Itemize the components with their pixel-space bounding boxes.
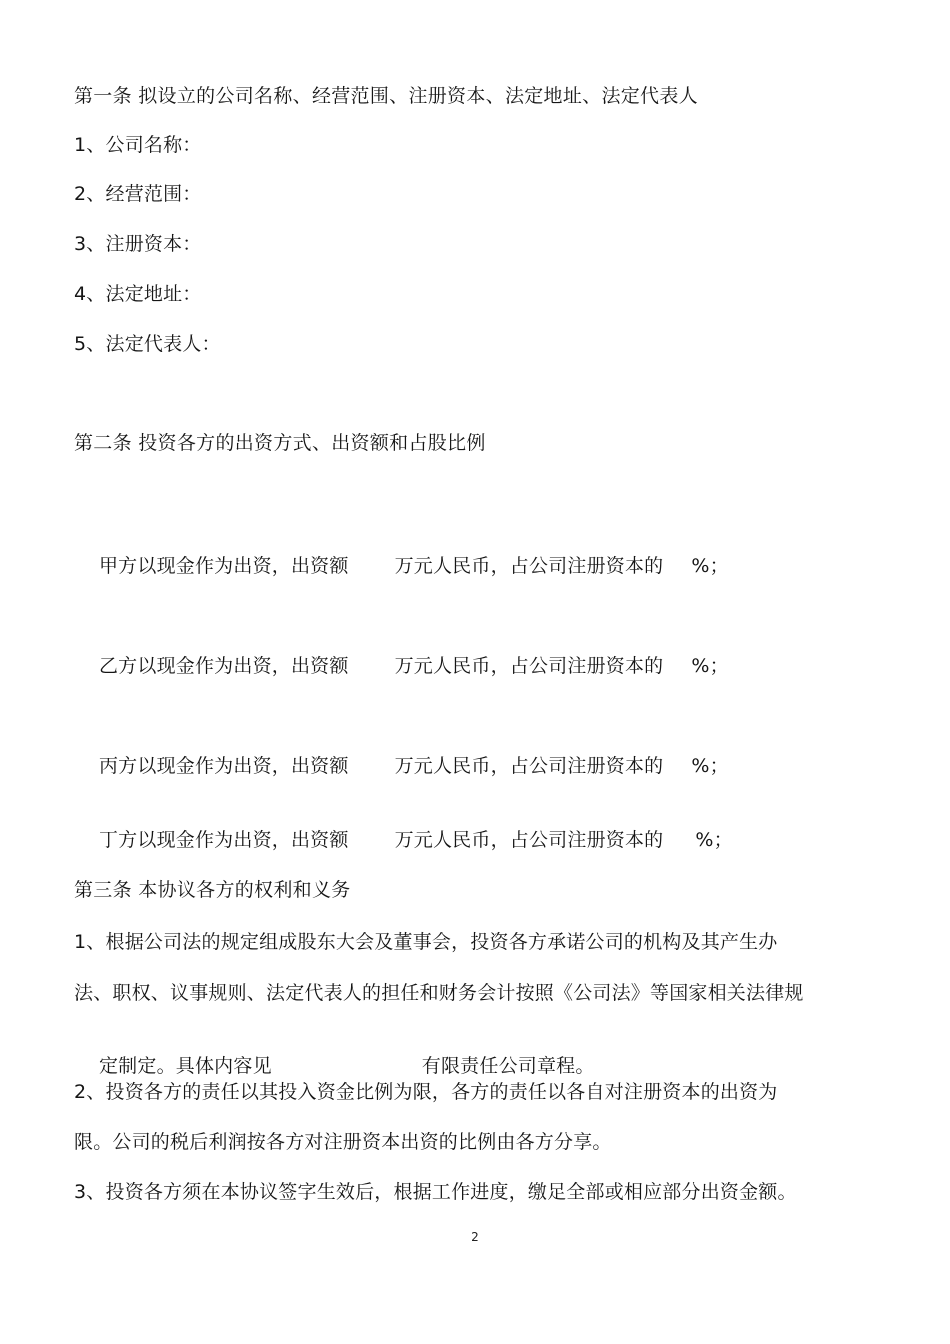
article-1-item-legal-representative: 5、法定代表人： <box>74 333 221 355</box>
page-number: 2 <box>471 1230 479 1244</box>
party-b-text-2: 万元人民币，占公司注册资本的 <box>394 655 664 677</box>
article-1-item-business-scope: 2、经营范围： <box>74 183 202 205</box>
article-1-item-company-name: 1、公司名称： <box>74 134 202 156</box>
article-3-clause-2-line-1: 2、投资各方的责任以其投入资金比例为限，各方的责任以各自对注册资本的出资为 <box>74 1081 778 1103</box>
party-d-contribution <box>74 804 733 876</box>
article-1-item-registered-capital: 3、注册资本： <box>74 233 202 255</box>
party-c-contribution <box>74 730 729 802</box>
party-b-text-3: %； <box>691 655 729 677</box>
party-d-text-1: 丁方以现金作为出资，出资额 <box>98 829 349 851</box>
party-a-text-3: %； <box>691 555 729 577</box>
charter-name-text: 有限责任公司章程。 <box>421 1055 595 1077</box>
article-3-clause-2-line-2: 限。公司的税后利润按各方对注册资本出资的比例由各方分享。 <box>74 1131 612 1153</box>
article-3-clause-3-line-1: 3、投资各方须在本协议签字生效后，根据工作进度，缴足全部或相应部分出资金额。 <box>74 1181 797 1203</box>
party-d-text-2: 万元人民币，占公司注册资本的 <box>394 829 664 851</box>
article-1-heading: 第一条 拟设立的公司名称、经营范围、注册资本、法定地址、法定代表人 <box>74 85 698 107</box>
party-c-text-2: 万元人民币，占公司注册资本的 <box>394 755 664 777</box>
party-a-text-2: 万元人民币，占公司注册资本的 <box>394 555 664 577</box>
party-d-text-3: %； <box>695 829 733 851</box>
party-b-contribution <box>74 630 729 702</box>
article-2-heading: 第二条 投资各方的出资方式、出资额和占股比例 <box>74 432 486 454</box>
party-a-text-1: 甲方以现金作为出资，出资额 <box>98 555 349 577</box>
party-c-text-1: 丙方以现金作为出资，出资额 <box>98 755 349 777</box>
article-3-heading: 第三条 本协议各方的权利和义务 <box>74 879 351 901</box>
party-c-text-3: %； <box>691 755 729 777</box>
see-charter-text: 定制定。具体内容见 <box>98 1055 272 1077</box>
article-3-clause-1-line-2: 法、职权、议事规则、法定代表人的担任和财务会计按照《公司法》等国家相关法律规 <box>74 982 804 1004</box>
article-1-item-legal-address: 4、法定地址： <box>74 283 202 305</box>
party-b-text-1: 乙方以现金作为出资，出资额 <box>98 655 349 677</box>
party-a-contribution <box>74 530 729 602</box>
article-3-clause-1-line-1: 1、根据公司法的规定组成股东大会及董事会，投资各方承诺公司的机构及其产生办 <box>74 931 778 953</box>
